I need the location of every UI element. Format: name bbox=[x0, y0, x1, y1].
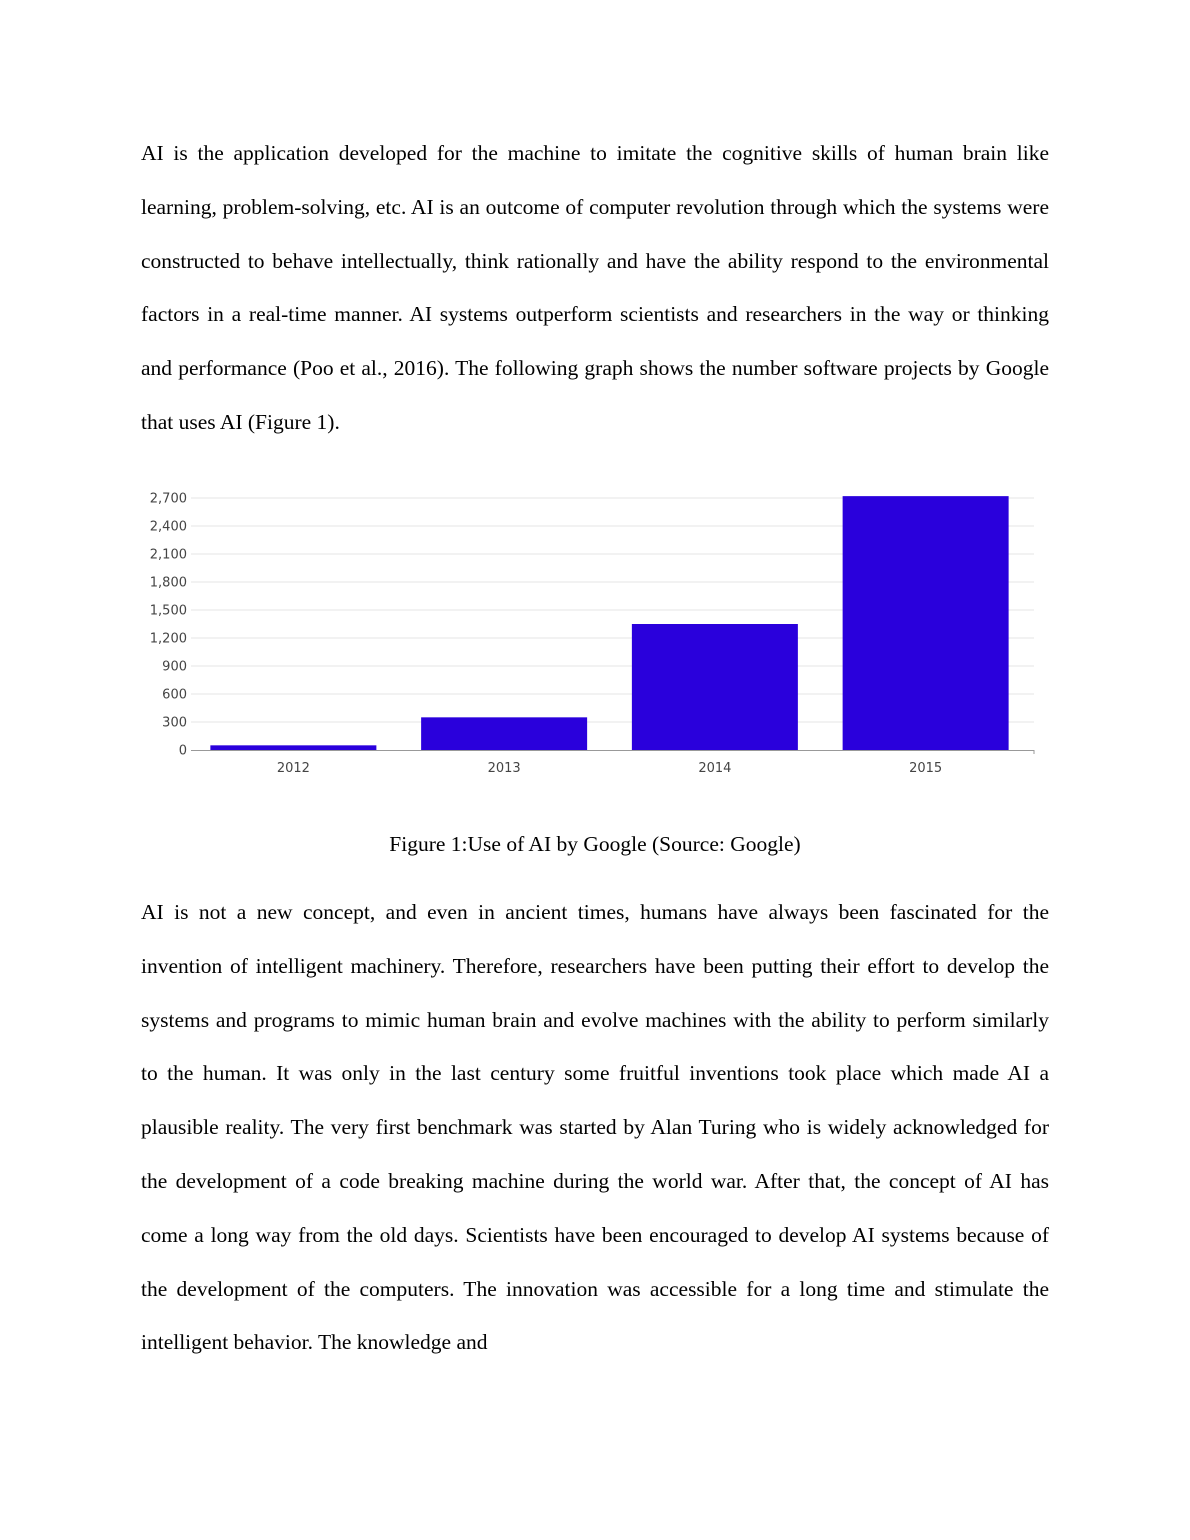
y-tick-label: 0 bbox=[178, 743, 187, 759]
x-tick-label: 2013 bbox=[487, 761, 521, 776]
bar-2012 bbox=[210, 745, 376, 750]
x-tick-label: 2015 bbox=[909, 761, 943, 776]
body-paragraph-1: AI is the application developed for the machine to imitate the cognitive skills of human brain like learning, problem-solving, etc. AI is an outcome of computer revolution through which the systems were constructed to behave intellectually, think rationally and have the ability respond to the environmental factors in a real-time manner. AI systems outperform scientists and researchers in the way or thinking and performance (Poo et al., 2016). The following graph shows the number software projects by Google that uses AI (Figure 1). bbox=[141, 141, 1049, 434]
y-tick-label: 1,500 bbox=[149, 603, 187, 619]
y-tick-label: 600 bbox=[162, 687, 187, 703]
y-tick-label: 300 bbox=[162, 715, 187, 731]
figure-1-bar-chart bbox=[131, 478, 1041, 788]
x-tick-label: 2012 bbox=[276, 761, 310, 776]
y-tick-label: 1,200 bbox=[149, 631, 187, 647]
body-paragraph-2: AI is not a new concept, and even in ancient times, humans have always been fascinated for the invention of intelligent machinery. Therefore, researchers have been putting their effort to develop the systems and programs to mimic human brain and evolve machines with the ability to perform similarly to the human. It was only in the last century some fruitful inventions took place which made AI a plausible reality. The very first benchmark was started by Alan Turing who is widely acknowledged for the development of a code breaking machine during the world war. After that, the concept of AI has come a long way from the old days. Scientists have been encouraged to develop AI systems because of the development of the computers. The innovation was accessible for a long time and stimulate the intelligent behavior. The knowledge and bbox=[141, 900, 1049, 1355]
figure-caption: Figure 1:Use of AI by Google (Source: Google) bbox=[389, 832, 801, 856]
bar-2014 bbox=[632, 624, 798, 750]
y-tick-label: 2,700 bbox=[149, 491, 187, 507]
y-tick-label: 1,800 bbox=[149, 575, 187, 591]
bar-2015 bbox=[843, 496, 1009, 750]
bar-2013 bbox=[421, 717, 587, 750]
y-tick-label: 900 bbox=[162, 659, 187, 675]
y-tick-label: 2,100 bbox=[149, 547, 187, 563]
x-tick-label: 2014 bbox=[698, 761, 732, 776]
y-tick-label: 2,400 bbox=[149, 519, 187, 535]
bar-chart-svg bbox=[131, 478, 1041, 788]
